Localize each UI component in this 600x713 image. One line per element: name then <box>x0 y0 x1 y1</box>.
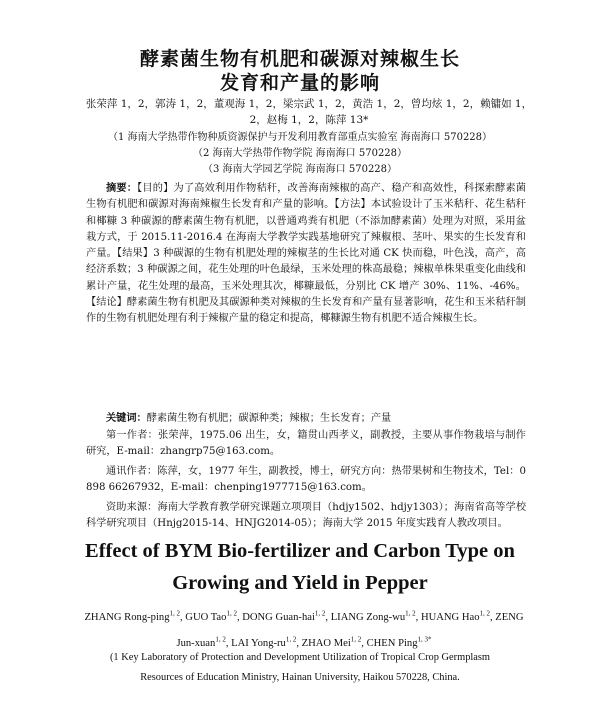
author-separator: , <box>415 611 421 623</box>
author-affiliation-mark: 1, 2 <box>285 635 297 644</box>
funding-label: 资助来源： <box>106 502 158 513</box>
author-entry <box>84 609 186 623</box>
english-title-line-1: Effect of BYM Bio-fertilizer and Carbon Type on <box>85 540 515 562</box>
english-affiliation-1-line-2: Resources of Education Ministry, Hainan University, Haikou 570228, China. <box>140 672 460 683</box>
author-name: HUANG Hao <box>420 611 480 623</box>
author-entry <box>242 609 331 623</box>
chinese-authors <box>74 96 544 128</box>
author-name: GUO Tao <box>185 611 227 623</box>
chinese-affiliation-1: （1 海南大学热带作物种质资源保护与开发利用教育部重点实验室 海南海口 570228） <box>107 132 493 143</box>
funding-note <box>86 500 526 533</box>
first-author-label: 第一作者： <box>106 430 159 441</box>
author-name: CHEN Ping <box>366 638 418 650</box>
author-entry <box>330 609 421 623</box>
author-name: ZENG Jun-xuan <box>176 611 524 650</box>
funding-text: 海南大学教育教学研究课题立项项目（hdjy1502、hdjy1303）；海南省高等学校科学研究项目（Hnjg2015-14、HNJG2014-05）；海南大学 2015 年度实践育人教改项目。 <box>86 502 527 530</box>
chinese-abstract <box>86 180 526 328</box>
author-name: ZHAO Mei <box>301 638 351 650</box>
english-title-line-2: Growing and Yield in Pepper <box>172 572 428 594</box>
author-affiliation-mark: 1, 2 <box>314 609 326 617</box>
chinese-affiliation-2: （2 海南大学热带作物学院 海南海口 570228） <box>192 148 408 159</box>
author-name: LAI Yong-ru <box>231 638 286 650</box>
author-separator: , <box>361 638 367 650</box>
chinese-authors-line-1: 张荣萍 1，2，郭涛 1，2，董观海 1，2，梁宗武 1，2，黄浩 1，2，曾均炫 1，2，赖镛如 1， <box>85 98 533 110</box>
author-entry <box>420 609 496 623</box>
chinese-title-line-2: 发育和产量的影响 <box>219 72 380 94</box>
first-author-note <box>86 428 526 461</box>
author-affiliation-mark: 1, 2 <box>350 635 362 644</box>
chinese-title-line-1: 酵素菌生物有机肥和碳源对辣椒生长 <box>139 48 460 70</box>
chinese-abstract-text: 【目的】为了高效利用作物秸秆，改善海南辣椒的高产、稳产和高效性，科探索酵素菌生物有机肥和碳源对海南辣椒生长发育和产量的影响。【方法】本试验设计了玉米秸秆、花生秸秆和椰糠 3 种碳源的酵素菌生物有机肥，以普通鸡粪有机肥（不添加酵素菌）处理为对照，采用盆栽方式，于 2015.11-2016.4 在海南大学教学实践基地研究了辣椒根、茎叶、果实的生长发育和产量。【结果】3 种碳源的生物有机肥处理的辣椒茎的生长比对通 CK 快而稳，叶色浅，高产，高经济系数；3 种碳源之间，花生处理的叶色最绿，玉米处理的株高最稳；辣椒单株果重变化曲线和累计产量，花生处理的最高，玉米处理其次，椰糠最低，分别比 CK 增产 30%、11%、-46%。【结论】酵素菌生物有机肥及其碳源种类对辣椒的生长发育和产量有显著影响，花生和玉米秸秆制作的生物有机肥处理有利于辣椒产量的稳定和提高，椰糠源生物有机肥不适合辣椒生长。 <box>86 183 526 325</box>
author-separator: , <box>490 611 496 623</box>
chinese-keywords <box>86 410 526 427</box>
author-affiliation-mark: 1, 2 <box>226 609 237 617</box>
corresponding-label: 通讯作者： <box>106 466 158 477</box>
author-separator: , <box>325 611 331 623</box>
chinese-authors-line-2: 2，赵梅 1，2，陈萍 13* <box>249 114 369 126</box>
keywords-text: 酵素菌生物有机肥；碳源种类；辣椒；生长发育；产量 <box>146 413 392 424</box>
author-separator: , <box>180 611 186 623</box>
author-entry <box>185 609 243 623</box>
author-separator: , <box>296 638 302 650</box>
author-name: ZHANG Rong-ping <box>84 611 170 623</box>
chinese-abstract-label: 摘要： <box>106 182 138 194</box>
corresponding-text: 陈萍，女，1977 年生，副教授，博士，研究方向：热带果树和生物技术，Tel：0898 66267932，E-mail：chenping1977715@163.com。 <box>86 466 527 494</box>
english-affiliation-1 <box>60 648 540 688</box>
author-separator: , <box>236 611 243 623</box>
author-affiliation-mark: 1, 2 <box>169 609 180 617</box>
author-affiliation-mark: 1, 2 <box>215 635 226 644</box>
author-separator: , <box>225 638 232 650</box>
keywords-label: 关键词： <box>106 412 147 424</box>
chinese-affiliation-3: （3 海南大学园艺学院 海南海口 570228） <box>202 164 398 175</box>
author-name: LIANG Zong-wu <box>330 611 406 623</box>
english-affiliation-1-line-1: (1 Key Laboratory of Protection and Development Utilization of Tropical Crop Germplasm <box>109 652 491 663</box>
author-affiliation-mark: 1, 3* <box>417 635 432 644</box>
author-affiliation-mark: 1, 2 <box>405 609 416 617</box>
corresponding-author-note <box>86 464 526 497</box>
author-affiliation-mark: 1, 2 <box>479 609 490 617</box>
first-author-text: 张荣萍，1975.06 出生，女，籍贯山西孝义，副教授，主要从事作物栽培与制作研究，E-mail：zhangrp75@163.com。 <box>86 430 526 458</box>
author-name: DONG Guan-hai <box>242 611 315 623</box>
